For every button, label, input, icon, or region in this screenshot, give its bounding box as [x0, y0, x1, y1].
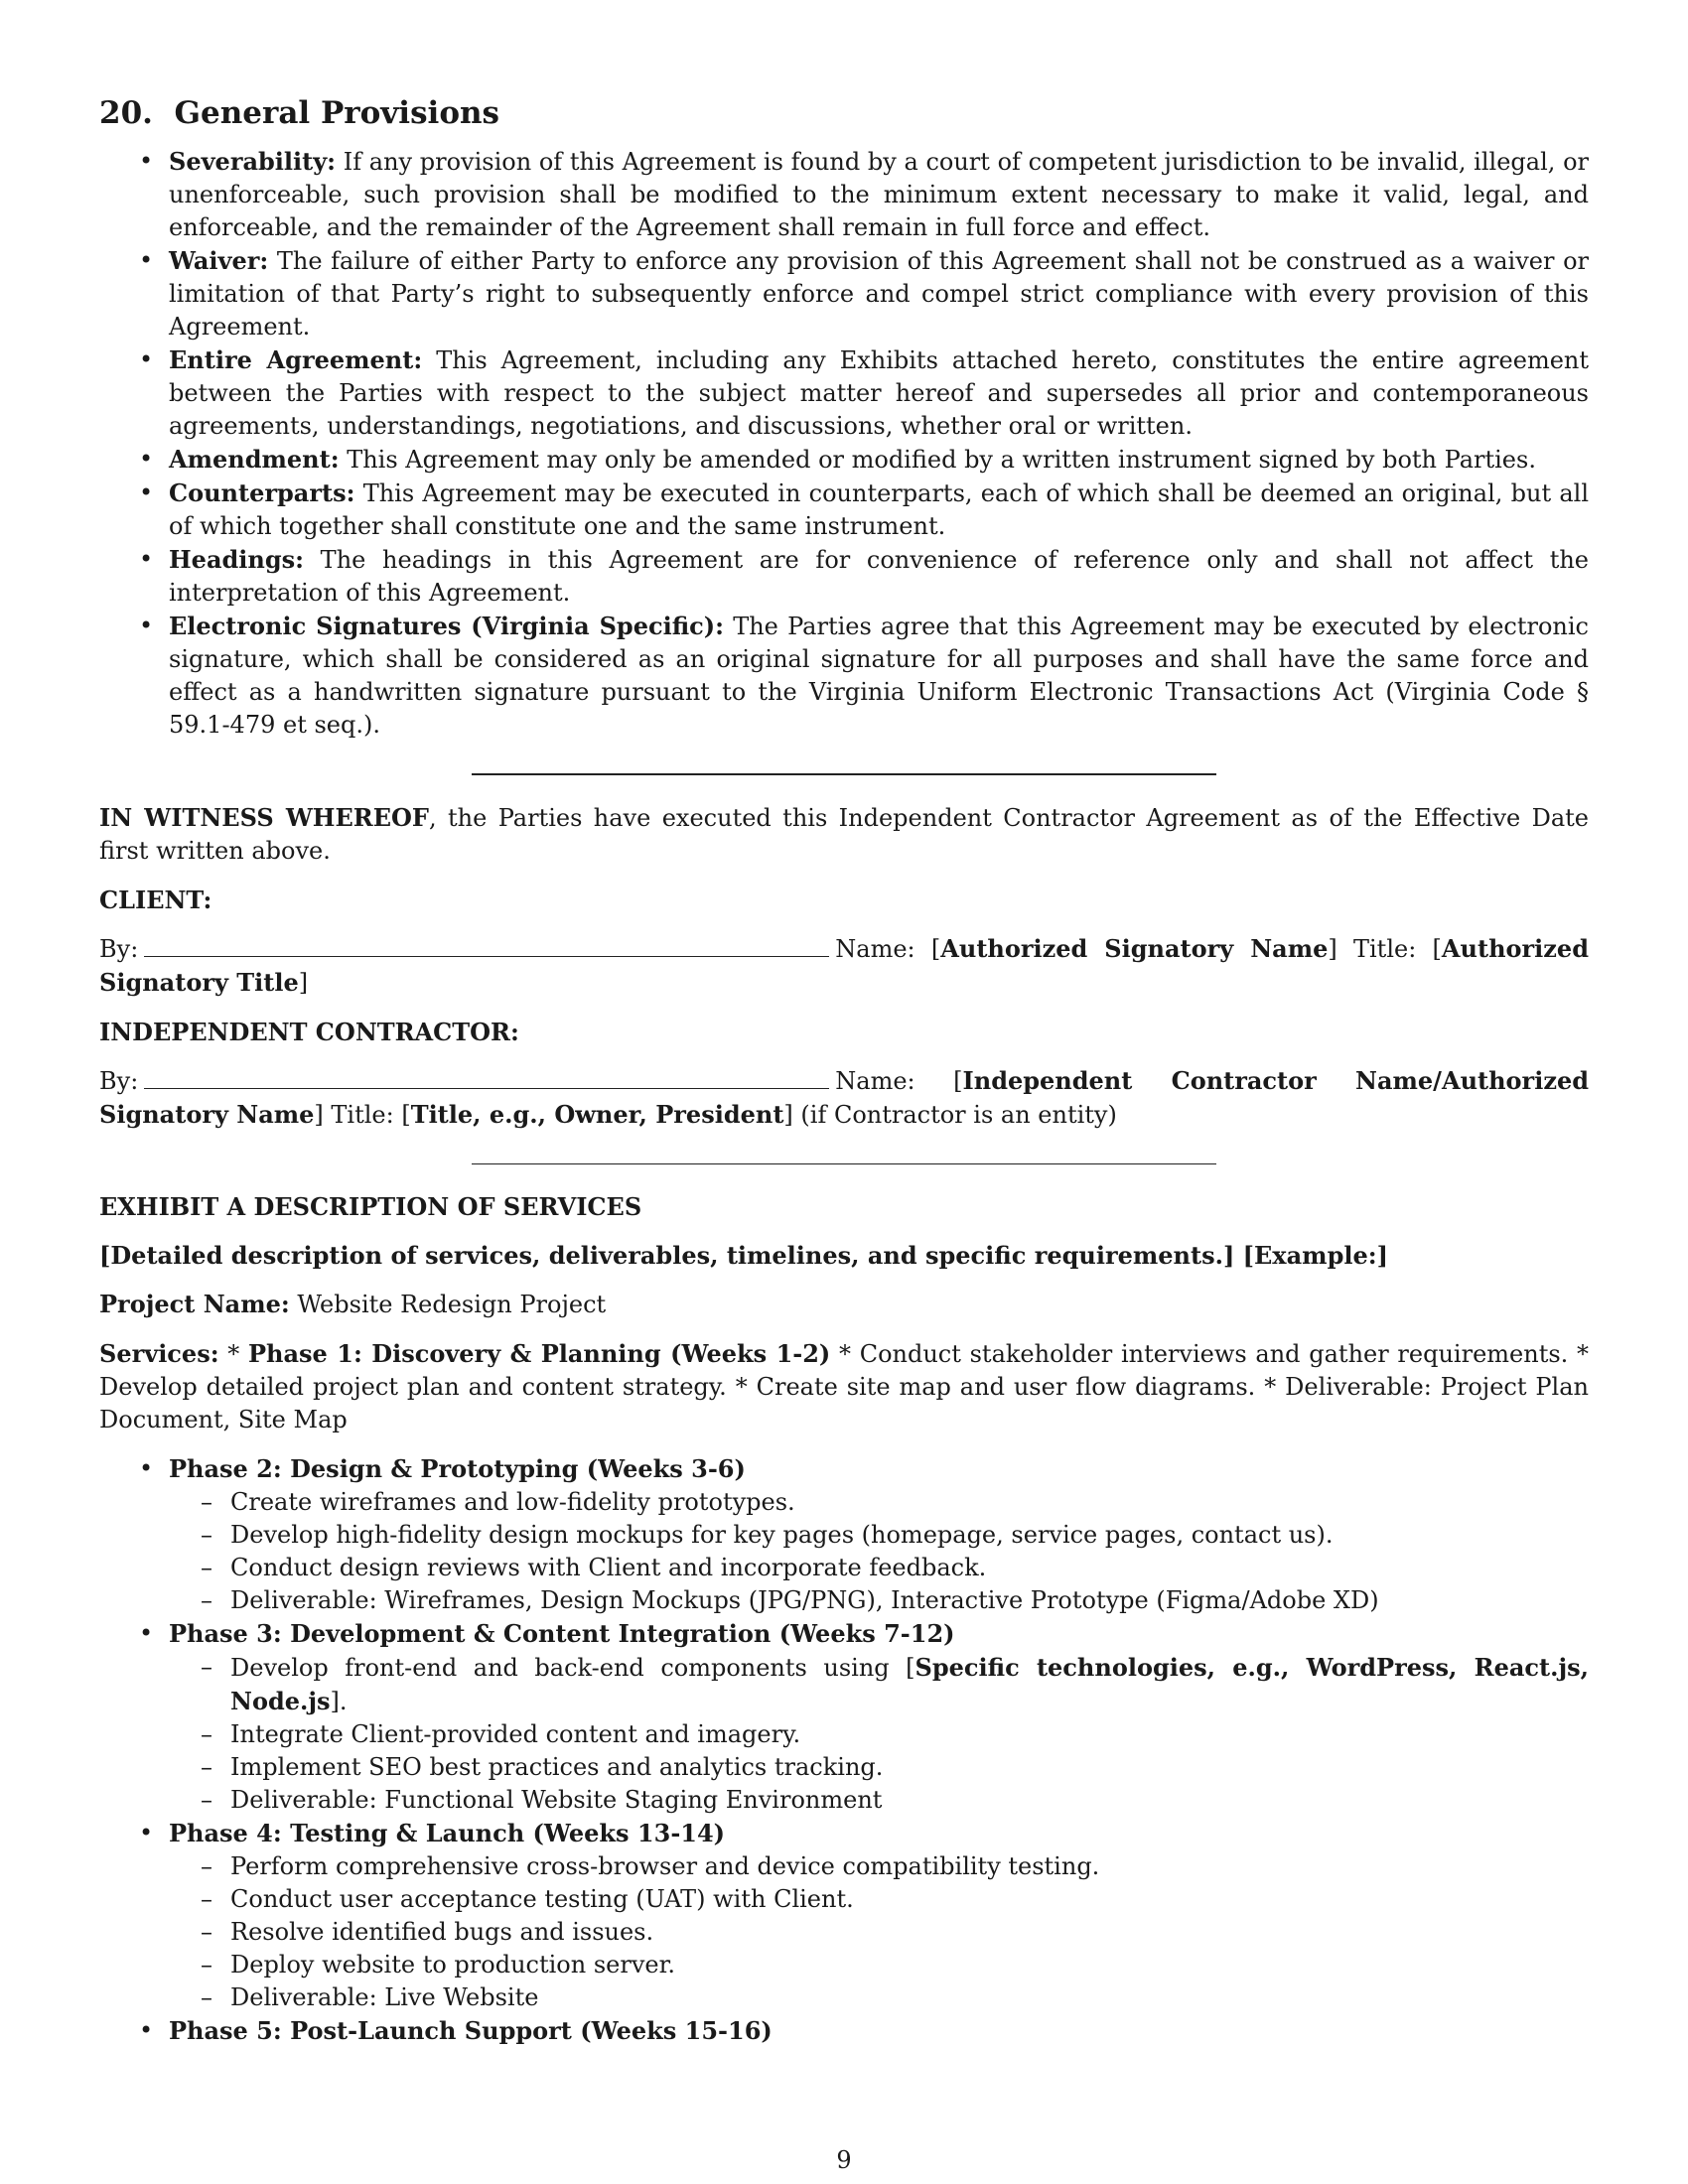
task-item: – Conduct design reviews with Client and incorporate feedback.	[230, 1552, 1589, 1584]
contractor-title-label: ] Title: [	[314, 1101, 411, 1129]
phase-item	[169, 1452, 1589, 1617]
client-name-label: Name: [	[835, 935, 941, 963]
section-title: General Provisions	[174, 95, 499, 131]
provision-item	[169, 543, 1589, 610]
client-title-label: ] Title: [	[1328, 935, 1442, 963]
task-item: – Create wireframes and low-fidelity prototypes.	[230, 1486, 1589, 1519]
task-item: – Integrate Client-provided content and imagery.	[230, 1718, 1589, 1751]
provisions-list	[99, 145, 1589, 742]
project-value: Website Redesign Project	[289, 1291, 607, 1318]
phase1-text: * Conduct stakeholder interviews and gather requirements. * Develop detailed project plan and content strategy. * Create site map and user flow diagrams. * Deliverable: Project Plan Document, Site Map	[99, 1340, 1589, 1433]
section-heading	[99, 95, 1589, 131]
page-number: 9	[836, 2146, 852, 2174]
phase-tasks	[169, 1651, 1589, 1817]
services-paragraph	[99, 1337, 1589, 1436]
task-item: – Perform comprehensive cross-browser and device compatibility testing.	[230, 1850, 1589, 1883]
provision-text: If any provision of this Agreement is found by a court of competent jurisdiction to be invalid, illegal, or unenforceable, such provision shall be modified to the minimum extent necessary to make it valid, legal, and enforceable, and the remainder of the Agreement shall remain in full force and effect.	[169, 148, 1589, 241]
contractor-signature-line[interactable]	[144, 1064, 829, 1089]
provision-label: Counterparts:	[169, 478, 355, 507]
provision-label: Amendment:	[169, 445, 340, 474]
contractor-signature-block	[99, 1064, 1589, 1132]
provision-item	[169, 477, 1589, 543]
task-item: – Deliverable: Live Website	[230, 1981, 1589, 2014]
client-signature-block	[99, 932, 1589, 1000]
task-item: – Deploy website to production server.	[230, 1949, 1589, 1981]
task-item: – Deliverable: Functional Website Staging Environment	[230, 1784, 1589, 1817]
phase1-label: Phase 1: Discovery & Planning (Weeks 1-2)	[248, 1339, 831, 1368]
phase-tasks	[169, 1486, 1589, 1617]
witness-clause	[99, 801, 1589, 868]
phase-item	[169, 1817, 1589, 2014]
provision-text: This Agreement, including any Exhibits attached hereto, constitutes the entire agreement between the Parties with respect to the subject matter hereof and supersedes all prior and contemporaneous agreements, understandings, negotiations, and discussions, whether oral or written.	[169, 346, 1590, 440]
client-by-label: By:	[99, 935, 139, 963]
phase-title: Phase 3: Development & Content Integration (Weeks 7-12)	[169, 1619, 955, 1648]
phase-item	[169, 1617, 1589, 1817]
phase-list	[99, 1452, 1589, 2048]
client-name-value: Authorized Signatory Name	[940, 934, 1329, 963]
project-name	[99, 1288, 1589, 1321]
contractor-suffix: ] (if Contractor is an entity)	[783, 1101, 1117, 1129]
exhibit-heading: EXHIBIT A DESCRIPTION OF SERVICES	[99, 1192, 642, 1221]
provision-text: This Agreement may be executed in counterparts, each of which shall be deemed an original, but all of which together shall constitute one and the same instrument.	[169, 479, 1589, 540]
provision-item	[169, 244, 1589, 343]
provision-text: This Agreement may only be amended or modified by a written instrument signed by both Parties.	[339, 446, 1536, 474]
services-label: Services:	[99, 1339, 219, 1368]
tech-pre: Develop front-end and back-end components using [	[230, 1654, 915, 1682]
witness-lead: IN WITNESS WHEREOF	[99, 803, 429, 832]
contractor-name-value: Independent Contractor Name/Authorized Signatory Name	[99, 1066, 1589, 1129]
witness-text: , the Parties have executed this Independent Contractor Agreement as of the Effective Date first written above.	[99, 804, 1590, 865]
client-close: ]	[298, 969, 309, 997]
exhibit-divider	[472, 1163, 1216, 1164]
provision-item	[169, 343, 1589, 443]
provision-label: Severability:	[169, 147, 337, 176]
phase-title: Phase 5: Post-Launch Support (Weeks 15-16)	[169, 2016, 773, 2045]
provision-label: Headings:	[169, 545, 304, 574]
phase-item	[169, 2014, 1589, 2048]
provision-item	[169, 145, 1589, 244]
provision-label: Waiver:	[169, 246, 269, 275]
phase-title: Phase 4: Testing & Launch (Weeks 13-14)	[169, 1819, 726, 1847]
provision-item	[169, 610, 1589, 742]
phase-title: Phase 2: Design & Prototyping (Weeks 3-6)	[169, 1454, 746, 1483]
task-item: – Conduct user acceptance testing (UAT) with Client.	[230, 1883, 1589, 1916]
task-item: – Deliverable: Wireframes, Design Mockups (JPG/PNG), Interactive Prototype (Figma/Adobe XD)	[230, 1584, 1589, 1617]
provision-label: Entire Agreement:	[169, 345, 423, 374]
section-divider	[472, 773, 1216, 775]
section-number: 20.	[99, 95, 153, 131]
client-heading: CLIENT:	[99, 886, 212, 914]
task-item: – Implement SEO best practices and analytics tracking.	[230, 1751, 1589, 1784]
provision-text: The failure of either Party to enforce any provision of this Agreement shall not be construed as a waiver or limitation of that Party’s right to subsequently enforce and compel strict compliance with every provision of this Agreement.	[169, 247, 1589, 341]
task-item: – Develop high-fidelity design mockups for key pages (homepage, service pages, contact us).	[230, 1519, 1589, 1552]
client-title-value: Authorized Signatory Title	[99, 934, 1589, 997]
exhibit-description: [Detailed description of services, deliverables, timelines, and specific requirements.] [Example:]	[99, 1241, 1388, 1270]
contractor-title-value: Title, e.g., Owner, President	[410, 1100, 784, 1129]
provision-text: The headings in this Agreement are for convenience of reference only and shall not affect the interpretation of this Agreement.	[169, 546, 1589, 607]
contractor-heading: INDEPENDENT CONTRACTOR:	[99, 1018, 519, 1046]
contractor-name-label: Name: [	[835, 1067, 963, 1095]
client-signature-line[interactable]	[144, 932, 829, 957]
phase-tasks	[169, 1850, 1589, 2014]
provision-item	[169, 443, 1589, 477]
services-pre: *	[218, 1340, 248, 1368]
provision-label: Electronic Signatures (Virginia Specific):	[169, 612, 724, 640]
task-item: – Resolve identified bugs and issues.	[230, 1916, 1589, 1949]
contractor-by-label: By:	[99, 1067, 139, 1095]
provision-text: The Parties agree that this Agreement may be executed by electronic signature, which shall be considered as an original signature for all purposes and shall have the same force and effect as a handwritten signature pursuant to the Virginia Uniform Electronic Transactions Act (Virginia Code § 59.1-479 et seq.).	[169, 613, 1589, 739]
tech-post: ].	[330, 1688, 348, 1715]
document-page	[99, 95, 1589, 2048]
tech-value: Specific technologies, e.g., WordPress, React.js, Node.js	[230, 1653, 1589, 1715]
project-label: Project Name:	[99, 1290, 290, 1318]
task-item	[230, 1651, 1589, 1718]
